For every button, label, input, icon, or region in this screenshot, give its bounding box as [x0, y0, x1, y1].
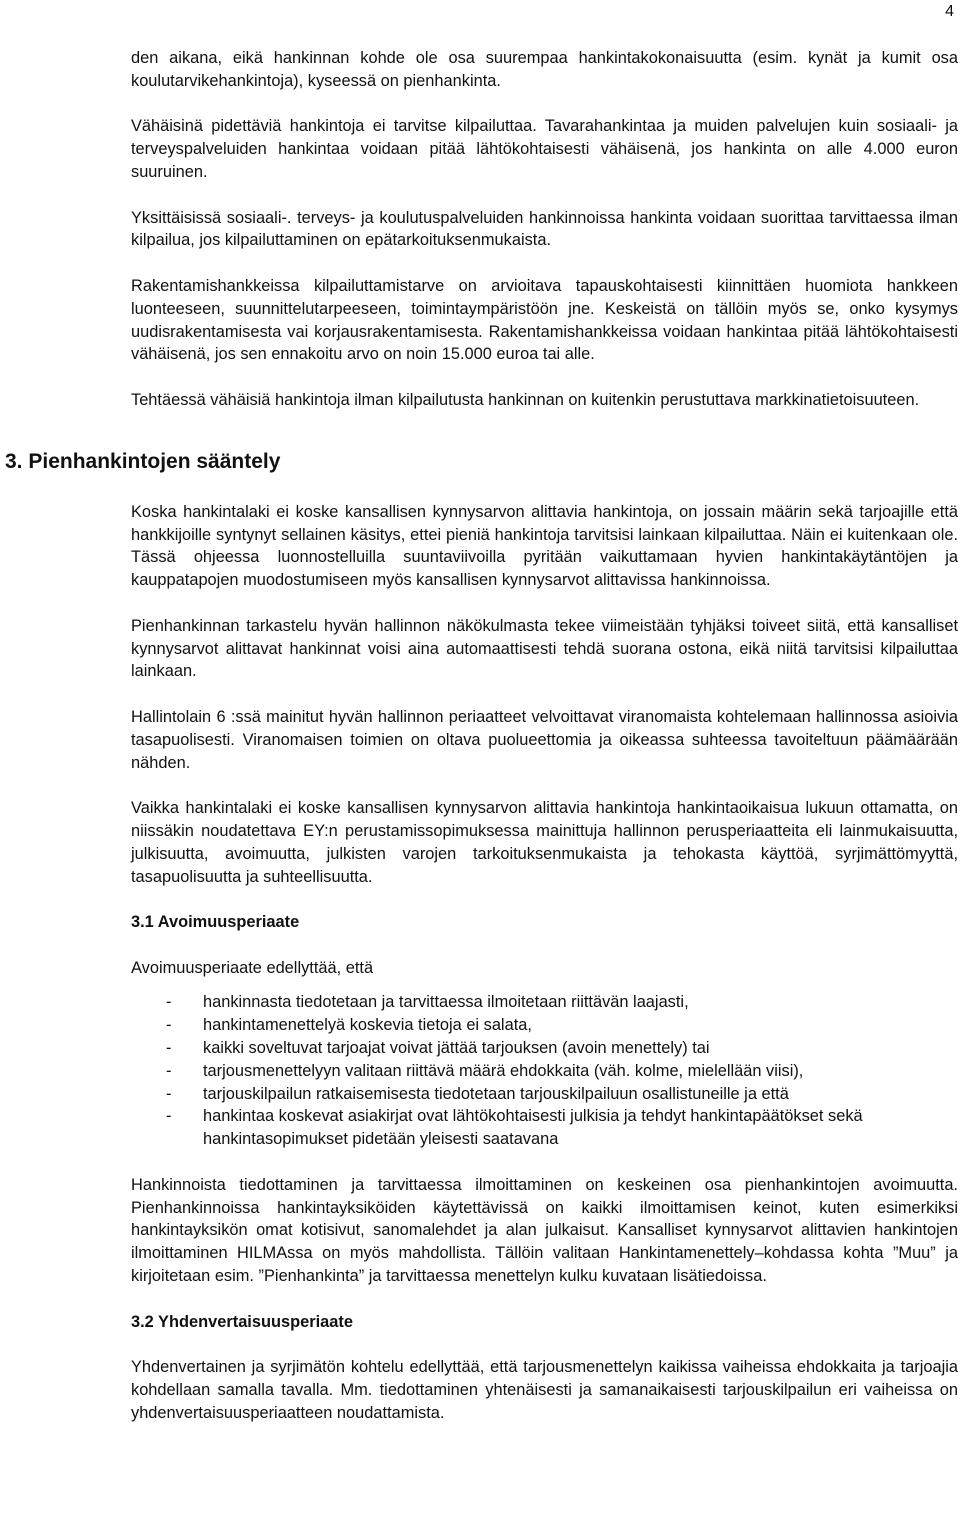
list-item [131, 1105, 958, 1151]
requirements-list [131, 991, 958, 1151]
paragraph: Koska hankintalaki ei koske kansallisen kynnysarvon alittavia hankintoja, on jossain määrin sekä tarjoajille että hankkijoille syntynyt sellainen käsitys, ettei pieniä hankintoja tarvitsisi lainkaan kilpailuttaa. Näin ei kuitenkaan ole. Tässä ohjeessa luonnostelluilla suuntaviivoilla pyritään vaikuttamaan hyvien hankintakäytäntöjen ja kauppatapojen muodostumiseen myös kansallisen kynnysarvot alittavissa hankinnoissa. [131, 502, 958, 590]
list-intro: Avoimuusperiaate edellyttää, että [131, 958, 374, 977]
list-item [131, 991, 958, 1014]
list-dash: - [166, 1084, 172, 1103]
list-item [131, 1060, 958, 1083]
paragraph: Yhdenvertainen ja syrjimätön kohtelu edellyttää, että tarjousmenettelyn kaikissa vaiheissa ehdokkaita ja tarjoajia kohdellaan samalla tavalla. Mm. tiedottaminen yhtenäisesti ja samanaikaisesti tarjouskilpailun eri vaiheissa on yhdenvertaisuusperiaatteen noudattamista. [131, 1358, 958, 1422]
list-item [131, 1014, 958, 1037]
paragraph: Vaikka hankintalaki ei koske kansallisen kynnysarvon alittavia hankintoja hankintaoikaisua lukuun ottamatta, on niissäkin noudatettava EY:n perustamissopimuksessa mainittuja hallinnon perusperiaatteita eli lainmukaisuutta, julkisuutta, avoimuutta, julkisten varojen tarkoituksenmukaista ja tehokasta käyttöä, syrjimättömyyttä, tasapuolisuutta ja suhteellisuutta. [131, 799, 958, 886]
list-dash: - [166, 993, 172, 1012]
list-item-text: kaikki soveltuvat tarjoajat voivat jättää tarjouksen (avoin menettely) tai [203, 1039, 710, 1058]
page-number: 4 [945, 3, 954, 20]
paragraph: Vähäisinä pidettäviä hankintoja ei tarvitse kilpailuttaa. Tavarahankintaa ja muiden palvelujen kuin sosiaali- ja terveyspalveluiden hankintaa voidaan pitää lähtökohtaisesti vähäisenä, jos hankinta on alle 4.000 euron suuruinen. [131, 117, 958, 181]
list-item-text: tarjousmenettelyyn valitaan riittävä määrä ehdokkaita (väh. kolme, mielellään viisi), [203, 1061, 804, 1080]
section-heading-3: 3. Pienhankintojen sääntely [5, 449, 281, 473]
list-dash: - [166, 1107, 172, 1126]
list-item-text: hankinnasta tiedotetaan ja tarvittaessa ilmoitetaan riittävän laajasti, [203, 993, 689, 1012]
list-item [131, 1037, 958, 1060]
paragraph: Yksittäisissä sosiaali-. terveys- ja koulutuspalveluiden hankinnoissa hankinta voidaan suorittaa tarvittaessa ilman kilpailua, jos kilpailuttaminen on epätarkoituksenmukaista. [131, 208, 958, 250]
paragraph: Hankinnoista tiedottaminen ja tarvittaessa ilmoittaminen on keskeinen osa pienhankintojen avoimuutta. Pienhankinnoissa hankintayksiköiden käytettävissä on kaikki ilmoittamisen keinot, kuten esimerkiksi hankintayksikön omat kotisivut, sanomalehdet ja alan julkaisut. Kansalliset kynnysarvot alittavien hankintojen ilmoittaminen HILMAssa on myös mahdollista. Tällöin valitaan Hankintamenettely–kohdassa kohta ”Muu” ja kirjoitetaan esim. ”Pienhankinta” ja tarvittaessa menettelyn kulku kuvataan lisätiedoissa. [131, 1175, 958, 1286]
list-dash: - [166, 1016, 172, 1035]
list-item-text: hankintaa koskevat asiakirjat ovat lähtökohtaisesti julkisia ja tehdyt hankintapäätökset sekä hankintasopimukset pidetään yleisesti saatavana [203, 1107, 863, 1149]
paragraph: Rakentamishankkeissa kilpailuttamistarve on arvioitava tapauskohtaisesti kiinnittäen huomiota hankkeen luonteeseen, suunnittelutarpeeseen, toimintaympäristöön jne. Keskeistä on tällöin myös se, onko kysymys uudisrakentamisesta vai korjausrakentamisesta. Rakentamishankkeissa voidaan hankintaa pitää lähtökohtaisesti vähäisenä, jos sen ennakoitu arvo on noin 15.000 euroa tai alle. [131, 276, 958, 364]
paragraph: Pienhankinnan tarkastelu hyvän hallinnon näkökulmasta tekee viimeistään tyhjäksi toiveet siitä, että kansalliset kynnysarvot alittavat hankinnat voisi aina automaattisesti tehdä suorana ostona, eikä niitä tarvitsisi kilpailuttaa lainkaan. [131, 616, 958, 681]
subsection-heading-3-2: 3.2 Yhdenvertaisuusperiaate [131, 1312, 353, 1331]
paragraph: den aikana, eikä hankinnan kohde ole osa suurempaa hankintakokonaisuutta (esim. kynät ja kumit osa koulutarvikehankintoja), kyseessä on pienhankinta. [131, 49, 958, 90]
paragraph: Tehtäessä vähäisiä hankintoja ilman kilpailutusta hankinnan on kuitenkin perustuttava markkinatietoisuuteen. [131, 390, 920, 409]
list-item [131, 1083, 958, 1106]
document-body [5, 47, 958, 1447]
list-dash: - [166, 1061, 172, 1080]
list-dash: - [166, 1039, 172, 1058]
paragraph: Hallintolain 6 :ssä mainitut hyvän hallinnon periaatteet velvoittavat viranomaista kohtelemaan hallinnossa asioivia tasapuolisesti. Viranomaisen toimien on oltava puolueettomia ja oikeassa suhteessa tavoiteltuun päämäärään nähden. [131, 707, 958, 772]
subsection-heading-3-1: 3.1 Avoimuusperiaate [131, 913, 300, 932]
list-item-text: tarjouskilpailun ratkaisemisesta tiedotetaan tarjouskilpailuun osallistuneille ja että [203, 1084, 789, 1103]
list-item-text: hankintamenettelyä koskevia tietoja ei salata, [203, 1016, 532, 1035]
